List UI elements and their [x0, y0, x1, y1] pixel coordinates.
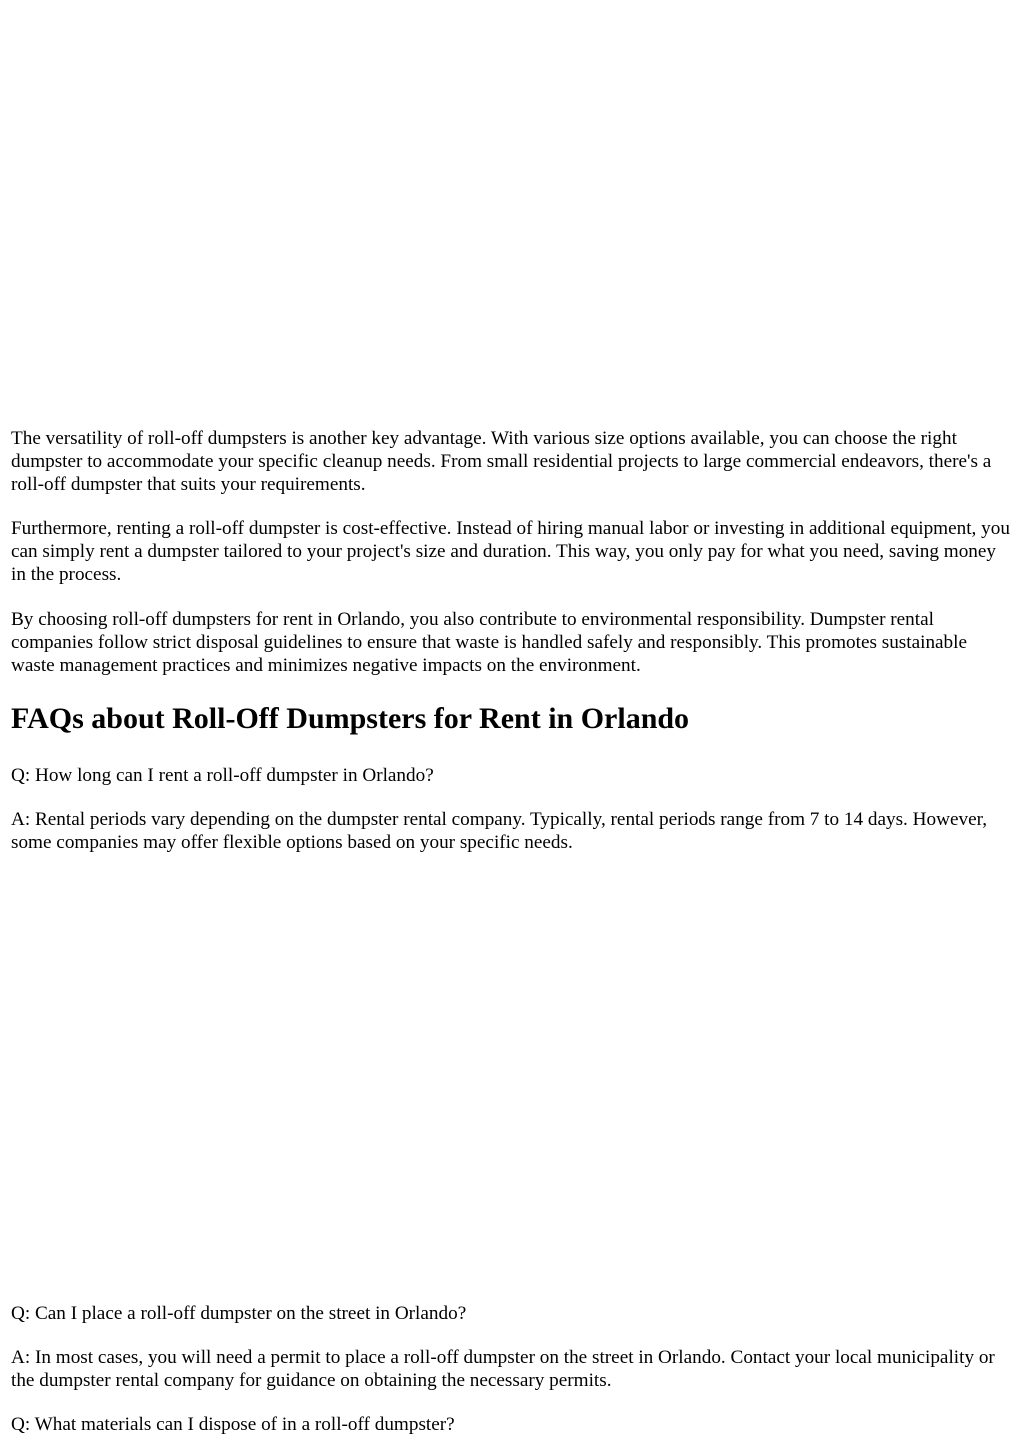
paragraph-environment: By choosing roll-off dumpsters for rent in Orlando, you also contribute to environmental responsibility. Dumpster rental companies follow strict disposal guidelines to ensure that waste is handled safely and responsibly. This promotes sustainable waste management practices and minimizes negative impacts on the environment. — [11, 609, 967, 676]
faq-question-street-placement: Q: Can I place a roll-off dumpster on the street in Orlando? — [11, 1303, 467, 1324]
paragraph-versatility: The versatility of roll-off dumpsters is another key advantage. With various size options available, you can choose the right dumpster to accommodate your specific cleanup needs. From small residential projects to large commercial endeavors, there's a roll-off dumpster that suits your requirements. — [11, 428, 992, 495]
faq-answer-street-placement: A: In most cases, you will need a permit to place a roll-off dumpster on the street in Orlando. Contact your local municipality or the dumpster rental company for guidance on obtaining the necessary permits. — [11, 1347, 995, 1391]
paragraph-cost-effective: Furthermore, renting a roll-off dumpster is cost-effective. Instead of hiring manual labor or investing in additional equipment, you can simply rent a dumpster tailored to your project's size and duration. This way, you only pay for what you need, saving money in the process. — [11, 518, 1010, 585]
blank-image-area-top — [0, 0, 1024, 420]
faq-question-materials: Q: What materials can I dispose of in a roll-off dumpster? — [11, 1414, 455, 1435]
faq-heading: FAQs about Roll-Off Dumpsters for Rent in Orlando — [11, 702, 690, 735]
blank-image-area-middle — [0, 862, 1024, 1292]
faq-answer-rental-duration: A: Rental periods vary depending on the dumpster rental company. Typically, rental periods range from 7 to 14 days. However, some companies may offer flexible options based on your specific needs. — [11, 809, 988, 853]
faq-question-rental-duration: Q: How long can I rent a roll-off dumpster in Orlando? — [11, 765, 434, 786]
